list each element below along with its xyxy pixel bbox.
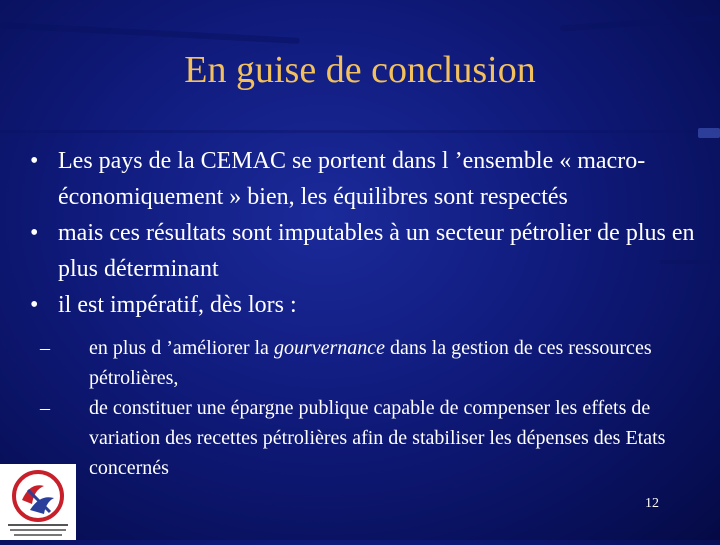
background-streak [0, 130, 720, 133]
sub-bullet-text: de constituer une épargne publique capable de compenser les effets de variation des recettes pétrolières afin de stabiliser les dépenses des Etats concernés [89, 397, 666, 479]
bullet-text: il est impératif, dès lors : [58, 292, 297, 318]
edge-accent [698, 128, 720, 138]
bullet-item [30, 143, 700, 215]
background-streak [560, 14, 720, 31]
slide-title: En guise de conclusion [184, 49, 536, 91]
bullet-list [30, 143, 700, 483]
bullet-text: mais ces résultats sont imputables à un secteur pétrolier de plus en plus déterminant [58, 220, 695, 282]
sub-bullet-text-end: dans la gestion de ces ressources pétrolières, [89, 337, 652, 389]
dash-icon: – [40, 397, 50, 419]
page-number: 12 [645, 496, 659, 511]
background-streak [0, 22, 300, 44]
dash-icon: – [40, 337, 50, 359]
bullet-icon: • [30, 220, 39, 246]
sub-bullet-text-start: en plus d ’améliorer la [89, 337, 274, 359]
sub-bullet-item [30, 393, 700, 483]
bullet-item [30, 287, 700, 323]
sub-bullet-list [30, 333, 700, 483]
bullet-text: Les pays de la CEMAC se portent dans l ’ensemble « macro-économiquement » bien, les équilibres sont respectés [58, 148, 646, 210]
bullet-icon: • [30, 292, 39, 318]
logo-graphic [0, 464, 76, 540]
sub-bullet-item [30, 333, 700, 393]
institution-logo [0, 464, 76, 540]
emphasized-term: gourvernance [273, 337, 386, 359]
bullet-icon: • [30, 148, 39, 174]
bullet-item [30, 215, 700, 287]
